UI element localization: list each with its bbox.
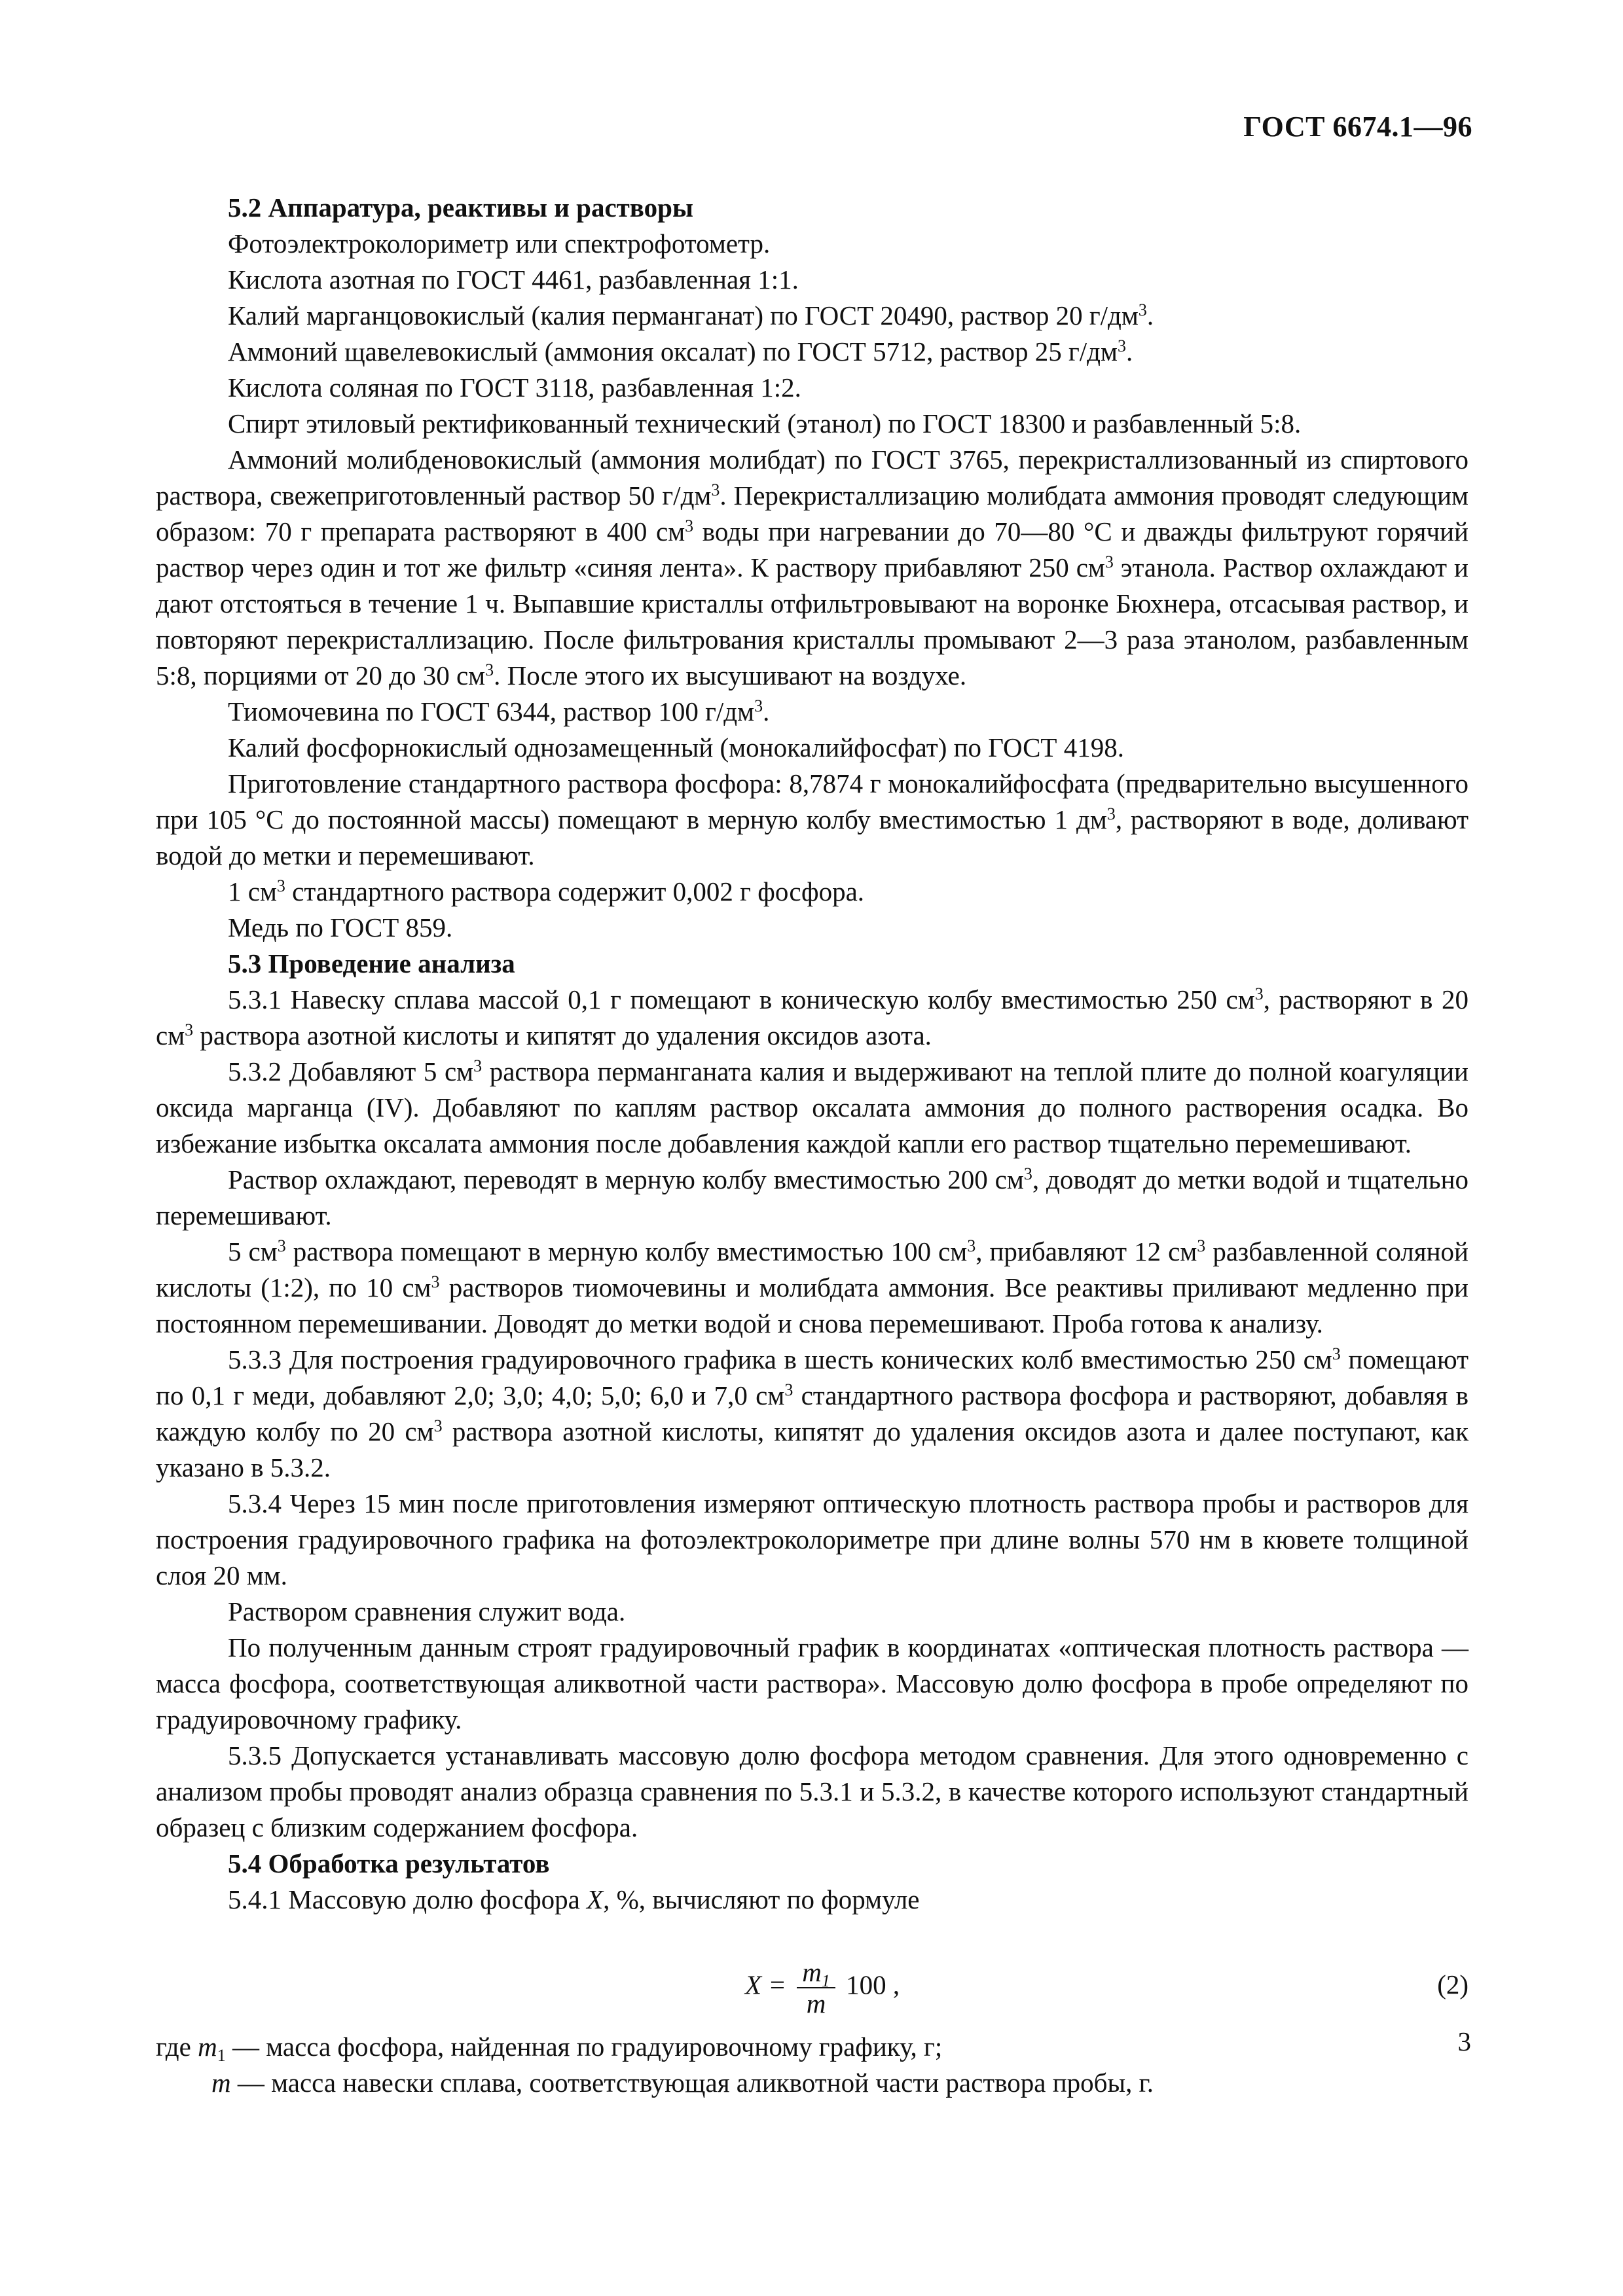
page-number: 3 [1457, 2026, 1471, 2056]
paragraph: 5 $см^3$ раствора помещают в мерную колбу вместимостью 100 $см^3$, прибавляют 12 $см^3$ разбавленной соляной кислоты (1:2), по 10 $см^3$ растворов тиомочевины и молибдата аммония. Все реактивы приливают медленно при постоянном перемешивании. Доводят до метки водой и снова перемешивают. Проба готова к анализу. [156, 1236, 1468, 1338]
formula-legend-item: где $m_1$ — масса фосфора, найденная по градуировочному графику, г; [156, 2032, 943, 2065]
paragraph: Калий марганцовокислый (калия перманганат) по ГОСТ 20490, раствор 20 $г/дм^3$. [228, 300, 1154, 331]
paragraph: Кислота азотная по ГОСТ 4461, разбавленная 1:1. [228, 264, 799, 295]
paragraph-list [156, 190, 1468, 1918]
paragraph: 5.3.3 Для построения градуировочного графика в шесть конических колб вместимостью 250 $см^3$ помещают по 0,1 г меди, добавляют 2,0; 3,0; 4,0; 5,0; 6,0 и 7,0 $см^3$ стандартного раствора фосфора и растворяют, добавляя в каждую колбу по 20 $см^3$ раствора азотной кислоты, кипятят до удаления оксидов азота и далее поступают, как указано в 5.3.2. [156, 1344, 1469, 1482]
document-body [156, 190, 1468, 2101]
paragraph: По полученным данным строят градуировочный график в координатах «оптическая плотность раствора — масса фосфора, соответствующая аликвотной части раствора». Массовую долю фосфора в пробе определяют по градуировочному графику. [156, 1632, 1468, 1734]
paragraph: Приготовление стандартного раствора фосфора: 8,7874 г монокалийфосфата (предварительно высушенного при 105 °С до постоянной массы) помещают в мерную колбу вместимостью 1 $дм^3$, растворяют в воде, доливают водой до метки и перемешивают. [156, 768, 1468, 870]
paragraph: Фотоэлектроколориметр или спектрофотометр. [228, 228, 771, 259]
formula-2 [156, 1931, 1468, 2029]
formula-legend [156, 2029, 1468, 2101]
paragraph: 5.3.4 Через 15 мин после приготовления измеряют оптическую плотность раствора пробы и растворов для построения градуировочного графика на фотоэлектроколориметре при длине волны 570 нм в кювете толщиной слоя 20 мм. [156, 1488, 1468, 1590]
section-heading: 5.4 Обработка результатов [228, 1848, 550, 1878]
section-heading: 5.3 Проведение анализа [228, 948, 515, 978]
paragraph: 5.3.1 Навеску сплава массой 0,1 г помещают в коническую колбу вместимостью 250 $см^3$, растворяют в 20 $см^3$ раствора азотной кислоты и кипятят до удаления оксидов азота. [156, 984, 1468, 1050]
section-heading: 5.2 Аппаратура, реактивы и растворы [228, 192, 693, 223]
formula-expression [745, 1957, 900, 2018]
formula-factor: 100 , [846, 1969, 900, 2000]
paragraph: 5.3.2 Добавляют 5 $см^3$ раствора перманганата калия и выдерживают на теплой плите до полной коагуляции оксида марганца (IV). Добавляют по каплям раствор оксалата аммония до полного растворения осадка. Во избежание избытка оксалата аммония после добавления каждой капли его раствор тщательно перемешивают. [156, 1056, 1469, 1158]
paragraph: 1 $см^3$ стандартного раствора содержит 0,002 г фосфора. [228, 876, 865, 906]
formula-number: (2) [1437, 1969, 1468, 2000]
paragraph: Калий фосфорнокислый однозамещенный (монокалийфосфат) по ГОСТ 4198. [228, 732, 1124, 762]
paragraph: Аммоний молибденовокислый (аммония молибдат) по ГОСТ 3765, перекристаллизованный из спиртового раствора, свежеприготовленный раствор 50 $г/дм^3$. Перекристаллизацию молибдата аммония проводят следующим образом: 70 г препарата растворяют в 400 $см^3$ воды при нагревании до 70—80 °С и дважды фильтруют горячий раствор через один и тот же фильтр «синяя лента». К раствору прибавляют 250 $см^3$ этанола. Раствор охлаждают и дают отстояться в течение 1 ч. Выпавшие кристаллы отфильтровывают на воронке Бюхнера, отсасывая раствор, и повторяют перекристаллизацию. После фильтрования кристаллы промывают 2—3 раза этанолом, разбавленным 5:8, порциями от 20 до 30 $см^3$. После этого их высушивают на воздухе. [156, 444, 1469, 691]
paragraph: Аммоний щавелевокислый (аммония оксалат) по ГОСТ 5712, раствор 25 $г/дм^3$. [228, 336, 1133, 367]
formula-denominator: m [806, 1988, 826, 2018]
paragraph: Медь по ГОСТ 859. [228, 912, 453, 942]
paragraph: Раствор охлаждают, переводят в мерную колбу вместимостью 200 $см^3$, доводят до метки водой и тщательно перемешивают. [156, 1164, 1469, 1230]
paragraph: Раствором сравнения служит вода. [228, 1596, 626, 1626]
formula-legend-item: m — масса навески сплава, соответствующая аликвотной части раствора пробы, г. [211, 2068, 1154, 2098]
paragraph: 5.4.1 Массовую долю фосфора X, %, вычисляют по формуле [228, 1884, 920, 1914]
paragraph: Тиомочевина по ГОСТ 6344, раствор 100 $г/дм^3$. [228, 696, 770, 726]
paragraph: Спирт этиловый ректификованный технический (этанол) по ГОСТ 18300 и разбавленный 5:8. [228, 408, 1302, 439]
formula-lhs: X = [745, 1969, 786, 2000]
paragraph: 5.3.5 Допускается устанавливать массовую долю фосфора методом сравнения. Для этого одновременно с анализом пробы проводят анализ образца сравнения по 5.3.1 и 5.3.2, в качестве которого используют стандартный образец с близким содержанием фосфора. [156, 1740, 1468, 1842]
document-header: ГОСТ 6674.1—96 [1243, 111, 1472, 143]
paragraph: Кислота соляная по ГОСТ 3118, разбавленная 1:2. [228, 372, 801, 403]
formula-fraction [797, 1957, 835, 2018]
formula-numerator: $m_1$ [797, 1957, 835, 1988]
